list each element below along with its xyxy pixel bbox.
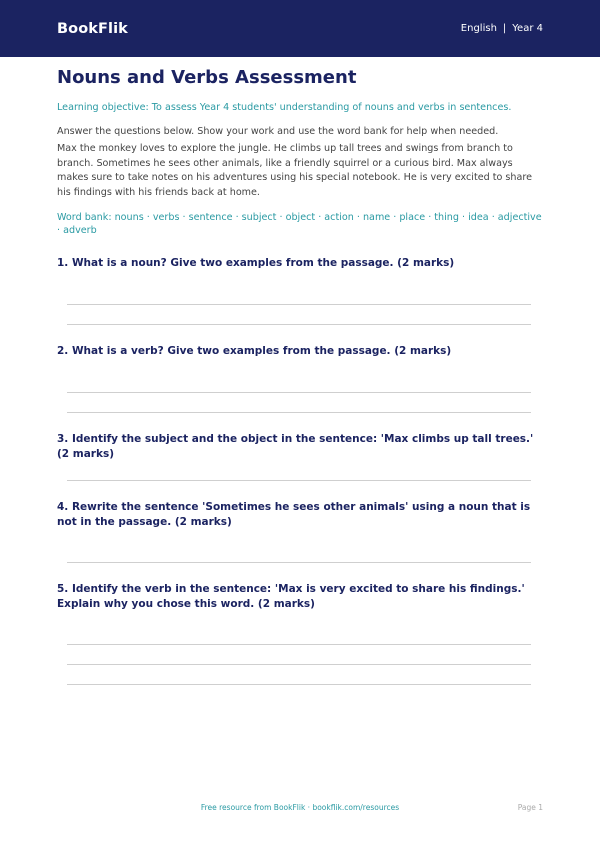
question-3: 3. Identify the subject and the object in the sentence: 'Max climbs up tall trees.' (2 marks)	[57, 433, 534, 460]
answer-line[interactable]	[67, 562, 531, 563]
reading-passage: Max the monkey loves to explore the jungle. He climbs up tall trees and swings from branch to branch. Sometimes he sees other animals, like a friendly squirrel or a curious bird. Max always makes sure to take notes on his adventures using his special notebook. He is very excited to share his findings with his friends back at home.	[57, 143, 533, 198]
instructions: Answer the questions below. Show your work and use the word bank for help when needed.	[57, 126, 499, 137]
page-footer: Free resource from BookFlik · bookflik.com/resources	[200, 803, 400, 812]
page-title: Nouns and Verbs Assessment	[57, 67, 357, 88]
meta-separator: |	[502, 23, 507, 34]
learning-objective: Learning objective: To assess Year 4 students' understanding of nouns and verbs in sentences.	[57, 102, 512, 113]
year-label: Year 4	[512, 23, 543, 34]
answer-line[interactable]	[67, 392, 531, 393]
answer-line[interactable]	[67, 480, 531, 481]
question-1: 1. What is a noun? Give two examples from the passage. (2 marks)	[57, 257, 455, 269]
answer-line[interactable]	[67, 324, 531, 325]
answer-line[interactable]	[67, 684, 531, 685]
answer-line[interactable]	[67, 644, 531, 645]
subject-label: English	[460, 23, 497, 34]
page-header	[0, 0, 600, 57]
question-5: 5. Identify the verb in the sentence: 'Max is very excited to share his findings.' Explain why you chose this word. (2 marks)	[57, 583, 525, 610]
page-number: Page 1	[517, 803, 543, 812]
question-2: 2. What is a verb? Give two examples from the passage. (2 marks)	[57, 345, 452, 357]
answer-line[interactable]	[67, 304, 531, 305]
answer-line[interactable]	[67, 664, 531, 665]
header-meta	[461, 23, 543, 34]
question-4: 4. Rewrite the sentence 'Sometimes he sees other animals' using a noun that is not in the passage. (2 marks)	[57, 501, 531, 528]
brand-logo: BookFlik	[57, 20, 128, 37]
word-bank: Word bank: nouns · verbs · sentence · subject · object · action · name · place · thing · idea · adjective · adverb	[57, 212, 542, 236]
answer-line[interactable]	[67, 412, 531, 413]
